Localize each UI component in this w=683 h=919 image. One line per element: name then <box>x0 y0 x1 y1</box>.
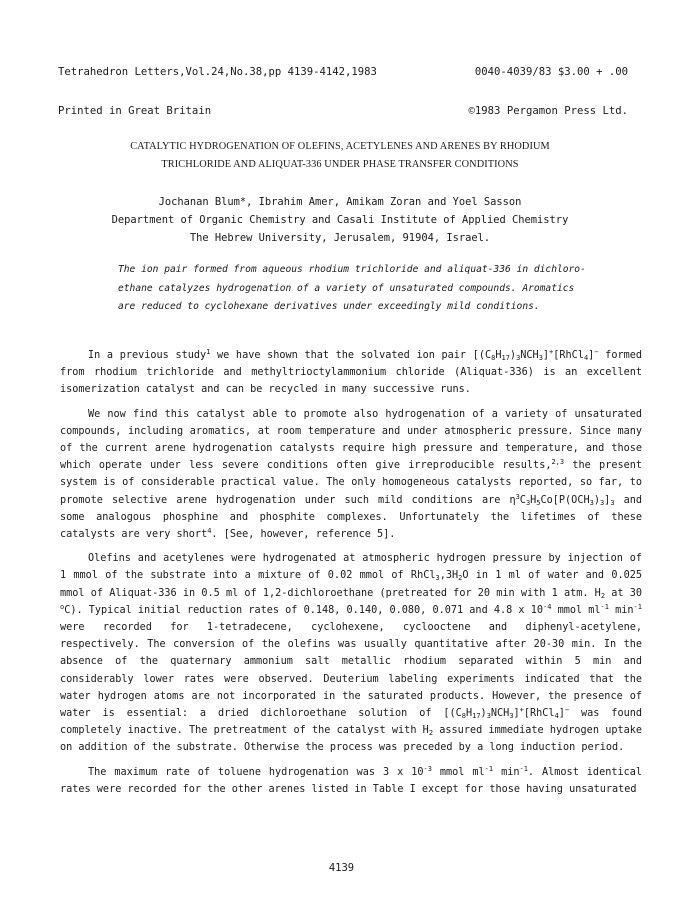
paragraph-2: We now find this catalyst able to promote also hydrogenation of a variety of unsaturated compounds, including aromatics, at room temperature and under atmospheric pressure. Since many of the current arene hydrogenation catalysts require high pressure and temperature, and those which operate under less severe conditions often give irreproducible results,$^{2,3}$ the present system is of considerable practical value. The only homogeneous catalysts reported, so far, to promote selective arene hydrogenation under such mild conditions are $\eta^3C_3H_5Co[P(OCH_3)_3]_3$ and some analogous phosphine and phosphite complexes. Unfortunately the lifetimes of these catalysts are very short$^4$. [See, however, reference 5]. <box>60 408 642 541</box>
printed-in: Printed in Great Britain <box>58 105 212 117</box>
title-line-1: CATALYTIC HYDROGENATION OF OLEFINS, ACETYLENES AND ARENES BY RHODIUM <box>130 141 550 152</box>
issn-price: 0040-4039/83 $3.00 + .00 <box>474 66 628 78</box>
paragraph-3: Olefins and acetylenes were hydrogenated at atmospheric hydrogen pressure by injection of 1 mmol of the substrate into a mixture of 0.02 mmol of $RhCl_3,3H_2O$ in 1 ml of water and 0.025 mmol of Aliquat-336 in 0.5 ml of 1,2-dichloroethane (pretreated for 20 min with 1 atm. $H_2$ at 30 $^o$C). Typical initial reduction rates of 0.148, 0.140, 0.080, 0.071 and 4.8 x $10^{-4}$ mmol $ml^{-1}$ $\min^{-1}$ were recorded for 1-tetradecene, cyclohexene, cyclooctene and diphenyl-acetylene, respectively. The conversion of the olefins was usually quantitative after 20-30 min. In the absence of the quaternary ammonium salt metallic rhodium separated within 5 min and considerably lower rates were observed. Deuterium labeling experiments indicated that the water hydrogen atoms are not incorporated in the saturated products. However, the presence of water is essential: a dried dichloroethane solution of $[(C_8H_{17})_3NCH_3]^+[RhCl_4]^-$ was found completely inactive. The pretreatment of the catalyst with $H_2$ assured immediate hydrogen uptake on addition of the substrate. Otherwise the process was preceded by a long induction period. <box>60 553 642 754</box>
paragraph-4: The maximum rate of toluene hydrogenation was 3 x $10^{-3}$ mmol $ml^{-1}$ $\min^{-1}$. Almost identical rates were recorded for the other arenes listed in Table I except for those having unsaturated <box>60 764 642 795</box>
header-row-2 <box>58 105 628 118</box>
header-row-1 <box>58 66 628 79</box>
affiliation-line-1: Department of Organic Chemistry and Casali Institute of Applied Chemistry <box>111 214 569 226</box>
affiliation-line-2: The Hebrew University, Jerusalem, 91904, Israel. <box>189 232 491 244</box>
title-line-2: TRICHLORIDE AND ALIQUAT-336 UNDER PHASE TRANSFER CONDITIONS <box>161 159 519 170</box>
citation-line: Tetrahedron Letters,Vol.24,No.38,pp 4139-4142,1983 <box>58 66 377 78</box>
abstract <box>118 261 618 317</box>
article-body <box>60 347 642 798</box>
abstract-line-2: ethane catalyzes hydrogenation of a variety of unsaturated compounds. Aromatics <box>118 282 575 294</box>
abstract-line-1: The ion pair formed from aqueous rhodium trichloride and aliquat-336 in dichloro- <box>118 264 586 275</box>
paragraph-1: In a previous study$^1$ we have shown that the solvated ion pair $[(C_8H_{17})_3NCH_3]^+[RhCl_4]^-$ formed from rhodium trichloride and methyltrioctylammonium chloride (Aliquat-336) is an excellent isomerization catalyst and can be recycled in many successive runs. <box>60 348 642 396</box>
abstract-line-3: are reduced to cyclohexane derivatives under exceedingly mild conditions. <box>118 301 540 312</box>
page-number: 4139 <box>328 862 355 874</box>
copyright: ©1983 Pergamon Press Ltd. <box>468 105 628 117</box>
journal-header <box>58 40 628 144</box>
article-title <box>40 138 640 174</box>
author-names: Jochanan Blum*, Ibrahim Amer, Amikam Zoran and Yoel Sasson <box>158 196 522 208</box>
author-block <box>40 193 640 247</box>
